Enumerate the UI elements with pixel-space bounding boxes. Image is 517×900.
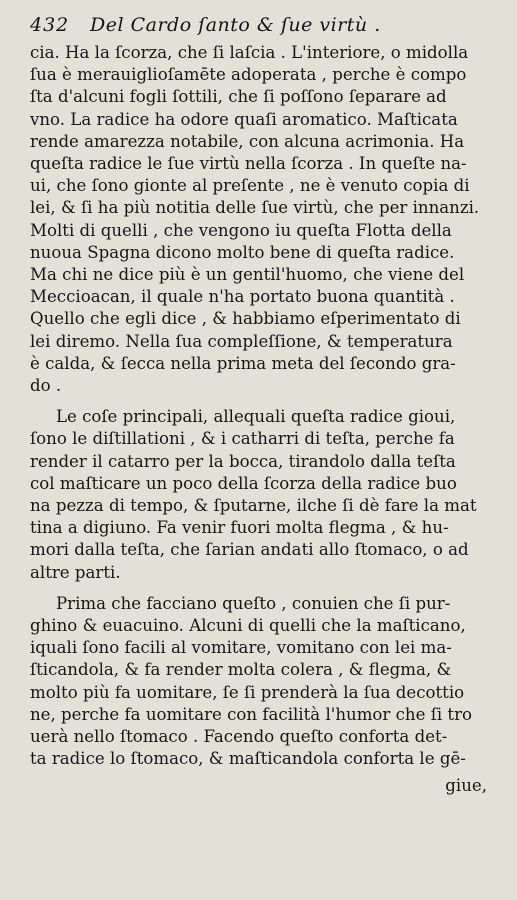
text-line: mori dalla teſta, che ſarian andati allo ſtomaco, o ad xyxy=(30,540,469,560)
text-line: Quello che egli dice , & habbiamo eſperimentato di xyxy=(30,309,461,329)
text-line: lei, & ſi ha più notitia delle ſue virtù, che per innanzi. xyxy=(30,198,480,218)
text-line: tina a digiuno. Fa venir fuori molta flegma , & hu- xyxy=(30,518,449,538)
text-line: Ma chi ne dice più è un gentil'huomo, che viene del xyxy=(30,265,465,285)
text-line: na pezza di tempo, & ſputarne, ilche ſi dè fare la mat xyxy=(30,496,477,516)
text-line: ta radice lo ſtomaco, & maſticandola conforta le gē- xyxy=(30,749,466,769)
text-line: rende amarezza notabile, con alcuna acrimonia. Ha xyxy=(30,131,465,151)
text-line: ne, perche fa uomitare con facilità l'humor che ſi tro xyxy=(30,704,473,724)
text-line: molto più fa uomitare, ſe ſi prenderà la ſua decottio xyxy=(30,682,465,702)
text-line: ſticandola, & fa render molta colera , & flegma, & xyxy=(30,660,452,680)
text-line: Meccioacan, il quale n'ha portato buona quantità . xyxy=(30,287,455,307)
text-line: uerà nello ſtomaco . Facendo queſto conforta det- xyxy=(30,727,448,747)
page-number: 432 xyxy=(30,14,70,36)
text-line: è calda, & ſecca nella prima meta del ſecondo gra- xyxy=(30,353,456,373)
text-line: lei diremo. Nella ſua compleſſione, & temperatura xyxy=(30,331,453,351)
catchword: giue, xyxy=(445,776,487,795)
text-line: ſua è merauiglioſamēte adoperata , perche è compo xyxy=(30,65,467,85)
running-title: Del Cardo ſanto & ſue virtù . xyxy=(90,14,381,36)
text-line: col maſticare un poco della ſcorza della radice buo xyxy=(30,473,457,493)
text-line: vno. La radice ha odore quaſi aromatico. Maſticata xyxy=(30,109,458,129)
page-header xyxy=(30,14,489,42)
text-line: iquali ſono facili al vomitare, vomitano con lei ma- xyxy=(30,638,452,658)
text-line: ui, che ſono gionte al preſente , ne è venuto copia di xyxy=(30,176,470,196)
text-line: do . xyxy=(30,376,62,396)
paragraph xyxy=(30,593,489,771)
text-line: queſta radice le ſue virtù nella ſcorza . In queſte na- xyxy=(30,154,467,174)
text-line: Molti di quelli , che vengono iu queſta Flotta della xyxy=(30,220,452,240)
paragraph xyxy=(30,42,489,397)
text-line: render il catarro per la bocca, tirandolo dalla teſta xyxy=(30,451,456,471)
text-line: Le coſe principali, allequali queſta radice gioui, xyxy=(56,407,456,427)
text-line: altre parti. xyxy=(30,562,121,582)
text-line: ſono le diſtillationi , & i catharri di teſta, perche fa xyxy=(30,429,455,449)
text-line: ſta d'alcuni fogli ſottili, che ſi poſſono ſeparare ad xyxy=(30,87,447,107)
text-line: cia. Ha la ſcorza, che ſi laſcia . L'interiore, o midolla xyxy=(30,43,469,62)
text-line: ghino & euacuino. Alcuni di quelli che la maſticano, xyxy=(30,616,466,636)
paragraph xyxy=(30,406,489,584)
text-line: Prima che facciano queſto , conuien che ſi pur- xyxy=(56,593,451,613)
body-text xyxy=(30,42,489,771)
text-line: nuoua Spagna dicono molto bene di queſta radice. xyxy=(30,242,455,262)
